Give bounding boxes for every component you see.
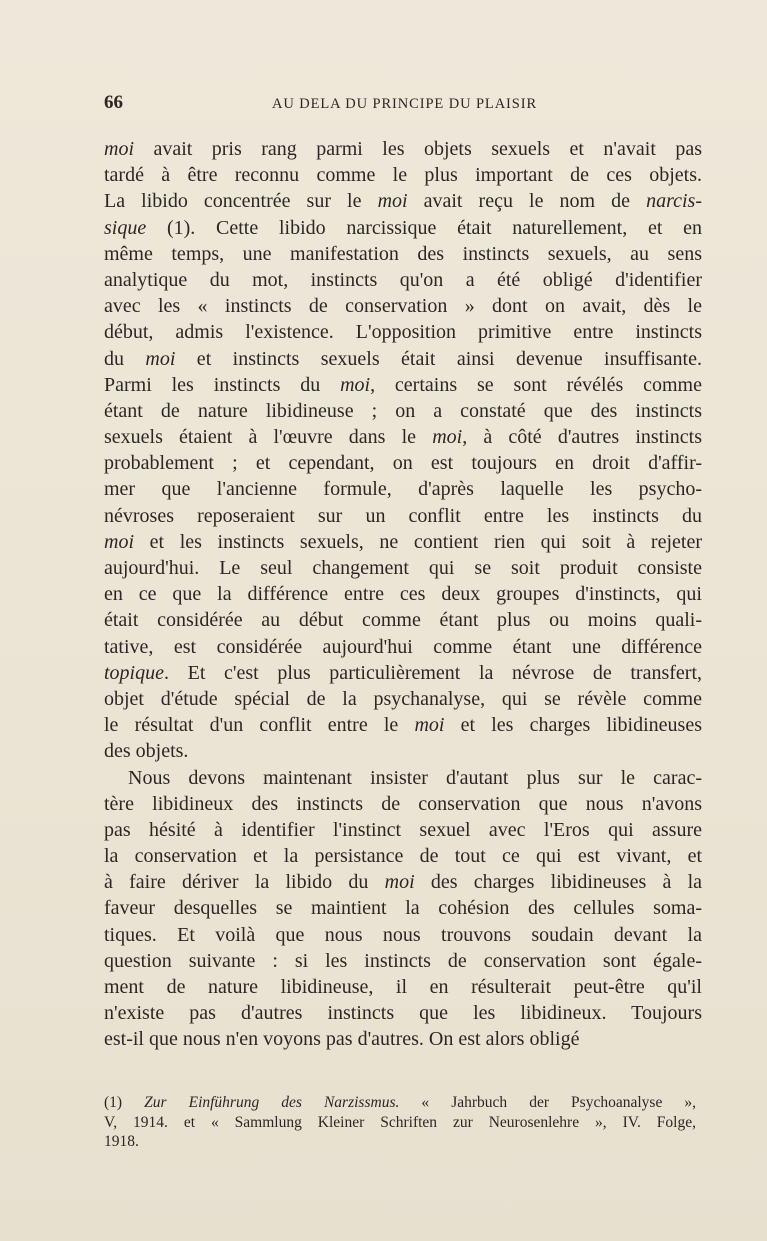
body-line [104, 136, 702, 162]
line-text: La libido concentrée sur le [104, 190, 378, 213]
line-text: début, admis l'existence. L'opposition primitive entre instincts [104, 321, 702, 344]
line-text: la conservation et la persistance de tout ce qui est vivant, et [104, 845, 702, 868]
body-line [104, 1026, 702, 1052]
line-text: névroses reposeraient sur un conflit entre les instincts du [104, 504, 702, 527]
body-line [104, 660, 702, 686]
footnote-line [104, 1113, 696, 1133]
body-line [104, 1000, 702, 1026]
line-text: tère libidineux des instincts de conservation que nous n'avons [104, 792, 702, 815]
line-text: à faire dériver la libido du [104, 871, 385, 894]
line-text: même temps, une manifestation des instincts sexuels, au sens [104, 242, 702, 265]
line-text: Parmi les instincts du [104, 373, 341, 396]
running-title: AU DELA DU PRINCIPE DU PLAISIR [272, 96, 538, 112]
body-line [104, 293, 702, 319]
line-text: en ce que la différence entre ces deux groupes d'instincts, qui [104, 583, 702, 606]
body-line [104, 922, 702, 948]
line-text: , certains se sont révélés comme [370, 373, 702, 396]
line-text: (1) [104, 1094, 145, 1111]
body-line [104, 188, 702, 214]
line-text: et les instincts sexuels, ne contient rien qui soit à rejeter [134, 530, 702, 553]
footnote-line [104, 1093, 696, 1113]
footnote [104, 1093, 696, 1152]
body-line [104, 581, 702, 607]
body-line [104, 817, 702, 843]
line-text: des objets. [104, 740, 189, 763]
line-text: ment de nature libidineuse, il en résulterait peut-être qu'il [104, 976, 702, 998]
line-text: analytique du mot, instincts qu'on a été obligé d'identifier [104, 268, 702, 291]
line-text: et les charges libidineuses [444, 714, 702, 737]
body-line [104, 319, 702, 345]
body-line [104, 267, 702, 293]
line-text: et instincts sexuels était ainsi devenue insuffisante. [175, 347, 702, 370]
page-number: 66 [104, 92, 123, 113]
italic-text: Zur Einführung des Narzissmus. [144, 1094, 400, 1111]
line-text: était considérée au début comme étant plus ou moins quali- [104, 609, 702, 632]
italic-text: moi [432, 426, 463, 449]
body-line [104, 686, 702, 712]
body-line [104, 215, 702, 241]
body-line [104, 241, 702, 267]
body-line [104, 634, 702, 660]
line-text: . Et c'est plus particulièrement la névrose de transfert, [164, 661, 702, 684]
body-line [104, 398, 702, 424]
line-text: (1). Cette libido narcissique était naturellement, et en [146, 216, 702, 239]
body-line [104, 372, 702, 398]
body-line [104, 424, 702, 450]
body-line [104, 162, 702, 188]
italic-text: moi [340, 373, 371, 396]
body-line [104, 765, 702, 791]
line-text: V, 1914. et « Sammlung Kleiner Schriften zur Neurosenlehre », IV. Folge, [104, 1113, 696, 1131]
line-text: faveur desquelles se maintient la cohésion des cellules soma- [104, 897, 702, 920]
line-text: étant de nature libidineuse ; on a constaté que des instincts [104, 399, 702, 422]
body-line [104, 476, 702, 502]
page-header [104, 92, 704, 122]
line-text: du [104, 347, 146, 370]
body-line [104, 607, 702, 633]
line-text: avait reçu le nom de [407, 190, 647, 213]
body-line [104, 503, 702, 529]
body-line [104, 948, 702, 974]
italic-text: moi [377, 190, 408, 213]
line-text: « Jahrbuch der Psychoanalyse », [399, 1094, 696, 1111]
body-line [104, 450, 702, 476]
line-text: est-il que nous n'en voyons pas d'autres. On est alors obligé [104, 1028, 580, 1051]
footnote-line [104, 1132, 696, 1152]
body-text [104, 136, 702, 1053]
line-text: n'existe pas d'autres instincts que les libidineux. Toujours [104, 1002, 702, 1025]
body-line [104, 738, 702, 764]
italic-text: moi [145, 347, 176, 370]
line-text: tiques. Et voilà que nous nous trouvons soudain devant la [104, 923, 702, 946]
line-text: 1918. [104, 1133, 139, 1150]
italic-text: moi [384, 871, 415, 894]
italic-text: topique [104, 661, 164, 684]
body-line [104, 346, 702, 372]
body-line [104, 843, 702, 869]
body-line [104, 974, 702, 1000]
line-text: avait pris rang parmi les objets sexuels et n'avait pas [134, 138, 702, 160]
body-line [104, 869, 702, 895]
italic-text: moi [104, 138, 134, 160]
line-text: avec les « instincts de conservation » dont on avait, dès le [104, 295, 702, 318]
line-text: aujourd'hui. Le seul changement qui se soit produit consiste [104, 557, 702, 579]
italic-text: narcis- [646, 190, 702, 213]
italic-text: moi [104, 530, 134, 553]
body-line [104, 555, 702, 581]
line-text: probablement ; et cependant, on est toujours en droit d'affir- [104, 452, 702, 475]
body-line [104, 791, 702, 817]
body-line [104, 895, 702, 921]
line-text: des charges libidineuses à la [414, 871, 702, 894]
line-text: question suivante : si les instincts de conservation sont égale- [104, 949, 702, 972]
line-text: tardé à être reconnu comme le plus important de ces objets. [104, 164, 702, 187]
italic-text: moi [414, 714, 445, 737]
line-text: sexuels étaient à l'œuvre dans le [104, 426, 433, 449]
line-text: Nous devons maintenant insister d'autant plus sur le carac- [128, 766, 702, 789]
italic-text: sique [104, 216, 147, 239]
line-text: , à côté d'autres instincts [462, 426, 702, 449]
body-line [104, 712, 702, 738]
line-text: le résultat d'un conflit entre le [104, 714, 415, 737]
line-text: pas hésité à identifier l'instinct sexuel avec l'Eros qui assure [104, 818, 702, 841]
line-text: mer que l'ancienne formule, d'après laquelle les psycho- [104, 478, 702, 501]
line-text: objet d'étude spécial de la psychanalyse, qui se révèle comme [104, 687, 702, 710]
line-text: tative, est considérée aujourd'hui comme étant une différence [104, 635, 702, 658]
body-line [104, 529, 702, 555]
